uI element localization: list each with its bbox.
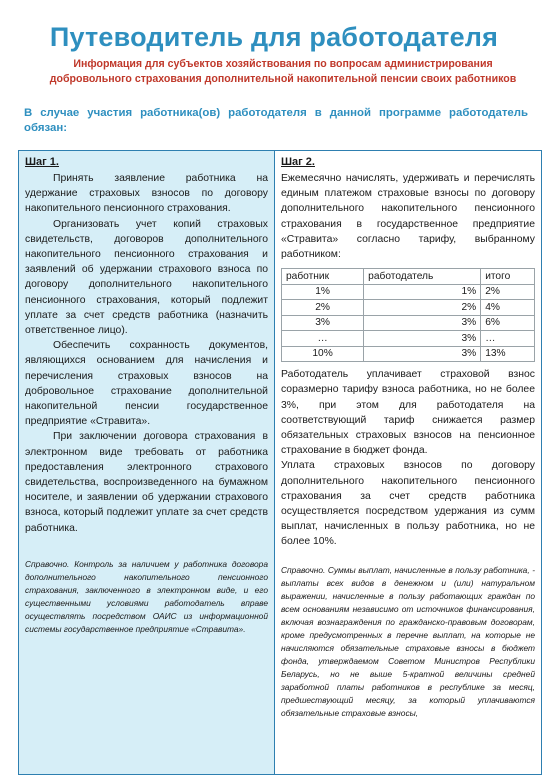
tariff-cell: 10% bbox=[282, 346, 364, 362]
subtitle-line-1: Информация для субъектов хозяйствования по вопросам администрирования bbox=[73, 58, 493, 70]
tariff-cell: 13% bbox=[481, 346, 535, 362]
tariff-cell: 3% bbox=[364, 331, 481, 347]
tariff-cell: 3% bbox=[364, 315, 481, 331]
table-row bbox=[282, 346, 535, 362]
subtitle-line-2: добровольного страхования дополнительной накопительной пенсии своих работников bbox=[49, 72, 517, 85]
tariff-cell: 4% bbox=[481, 300, 535, 316]
tariff-header-cell: работодатель bbox=[364, 269, 481, 285]
step1-note: Справочно. Контроль за наличием у работника договора дополнительного накопительного пенсионного страхования, заключенного в электронном виде, и его существенными условиями работодатель вправе осуществлять посредством ОАИС из информационной системы государственное предприятие «Стравита». bbox=[25, 558, 268, 634]
step2-paragraph: Работодатель уплачивает страховой взнос соразмерно тарифу взноса работника, но не более 3%, при этом для работодателя на соответствующий тариф снижается размер обязательных страховых взносов на пенсионное страхование в бюджет фонда. bbox=[281, 369, 535, 457]
tariff-cell: 1% bbox=[364, 284, 481, 300]
step2-heading: Шаг 2. bbox=[281, 156, 315, 168]
tariff-cell: 2% bbox=[282, 300, 364, 316]
step1-heading: Шаг 1. bbox=[25, 156, 59, 168]
table-row bbox=[282, 284, 535, 300]
tariff-header-row bbox=[282, 269, 535, 285]
step1-paragraph: Обеспечить сохранность документов, являющихся основанием для начисления и перечисления страховых взносов на добровольное страхование дополнительной накопительной пенсии государственное предприятие «Стравита». bbox=[25, 340, 268, 428]
step2-intro: Ежемесячно начислять, удерживать и перечислять единым платежом страховые взносы по договору дополнительного накопительного пенсионного страхования в государственное предприятие «Стравита» согласно тарифу, выбранному работником: bbox=[281, 173, 535, 261]
page-subtitle bbox=[40, 57, 526, 86]
page-title: Путеводитель для работодателя bbox=[49, 22, 499, 52]
tariff-cell: 3% bbox=[282, 315, 364, 331]
tariff-cell: … bbox=[282, 331, 364, 347]
tariff-table bbox=[281, 268, 535, 362]
tariff-cell: 6% bbox=[481, 315, 535, 331]
step1-paragraph: Организовать учет копий страховых свидетельств, договоров дополнительного накопительного пенсионного страхования и заявлений об удержании страхового взноса по договору дополнительного накопительного пенсионного страхования, который подлежит уплате за счет средств работника (назначить ответственное лицо). bbox=[25, 218, 268, 337]
tariff-header-cell: работник bbox=[282, 269, 364, 285]
tariff-cell: … bbox=[481, 331, 535, 347]
tariff-header-cell: итого bbox=[481, 269, 535, 285]
tariff-cell: 3% bbox=[364, 346, 481, 362]
steps-table bbox=[18, 150, 542, 775]
table-row bbox=[282, 300, 535, 316]
step1-paragraph: При заключении договора страхования в электронном виде требовать от работника предоставления электронного страхового свидетельства, воспроизведенного на бумажном носителе, и заявлении об удержании страхового взноса, который подлежит уплате за счет средств работника. bbox=[25, 431, 268, 534]
tariff-cell: 2% bbox=[481, 284, 535, 300]
step1-column bbox=[19, 151, 275, 774]
intro-text: В случае участия работника(ов) работодателя в данной программе работодатель обязан: bbox=[24, 107, 528, 134]
tariff-cell: 1% bbox=[282, 284, 364, 300]
step2-note: Справочно. Суммы выплат, начисленные в пользу работника, - выплаты всех видов в денежном и (или) натуральном выражении, начисленные в пользу работающих граждан по всем основаниям независимо от источников финансирования, включая вознаграждения по гражданско-правовым договорам, кроме предусмотренных в перечне выплат, на которые не начисляются обязательные страховые взносы в бюджет фонда, утверждаемом Советом Министров Республики Беларусь, но не выше 5-кратной величины средней заработной платы работников в республике за месяц, предшествующий месяцу, за который уплачиваются обязательные страховые взносы, bbox=[281, 564, 535, 718]
table-row bbox=[282, 315, 535, 331]
step2-column bbox=[275, 151, 541, 774]
tariff-cell: 2% bbox=[364, 300, 481, 316]
step1-paragraph: Принять заявление работника на удержание страховых взносов по договору накопительного пенсионного страхования. bbox=[25, 173, 268, 215]
step2-paragraph: Уплата страховых взносов по договору дополнительного накопительного пенсионного страхования за счет средств работника осуществляется посредством удержания из сумм выплат, начисленных в пользу работника, но не более 10%. bbox=[281, 460, 535, 548]
table-row bbox=[282, 331, 535, 347]
